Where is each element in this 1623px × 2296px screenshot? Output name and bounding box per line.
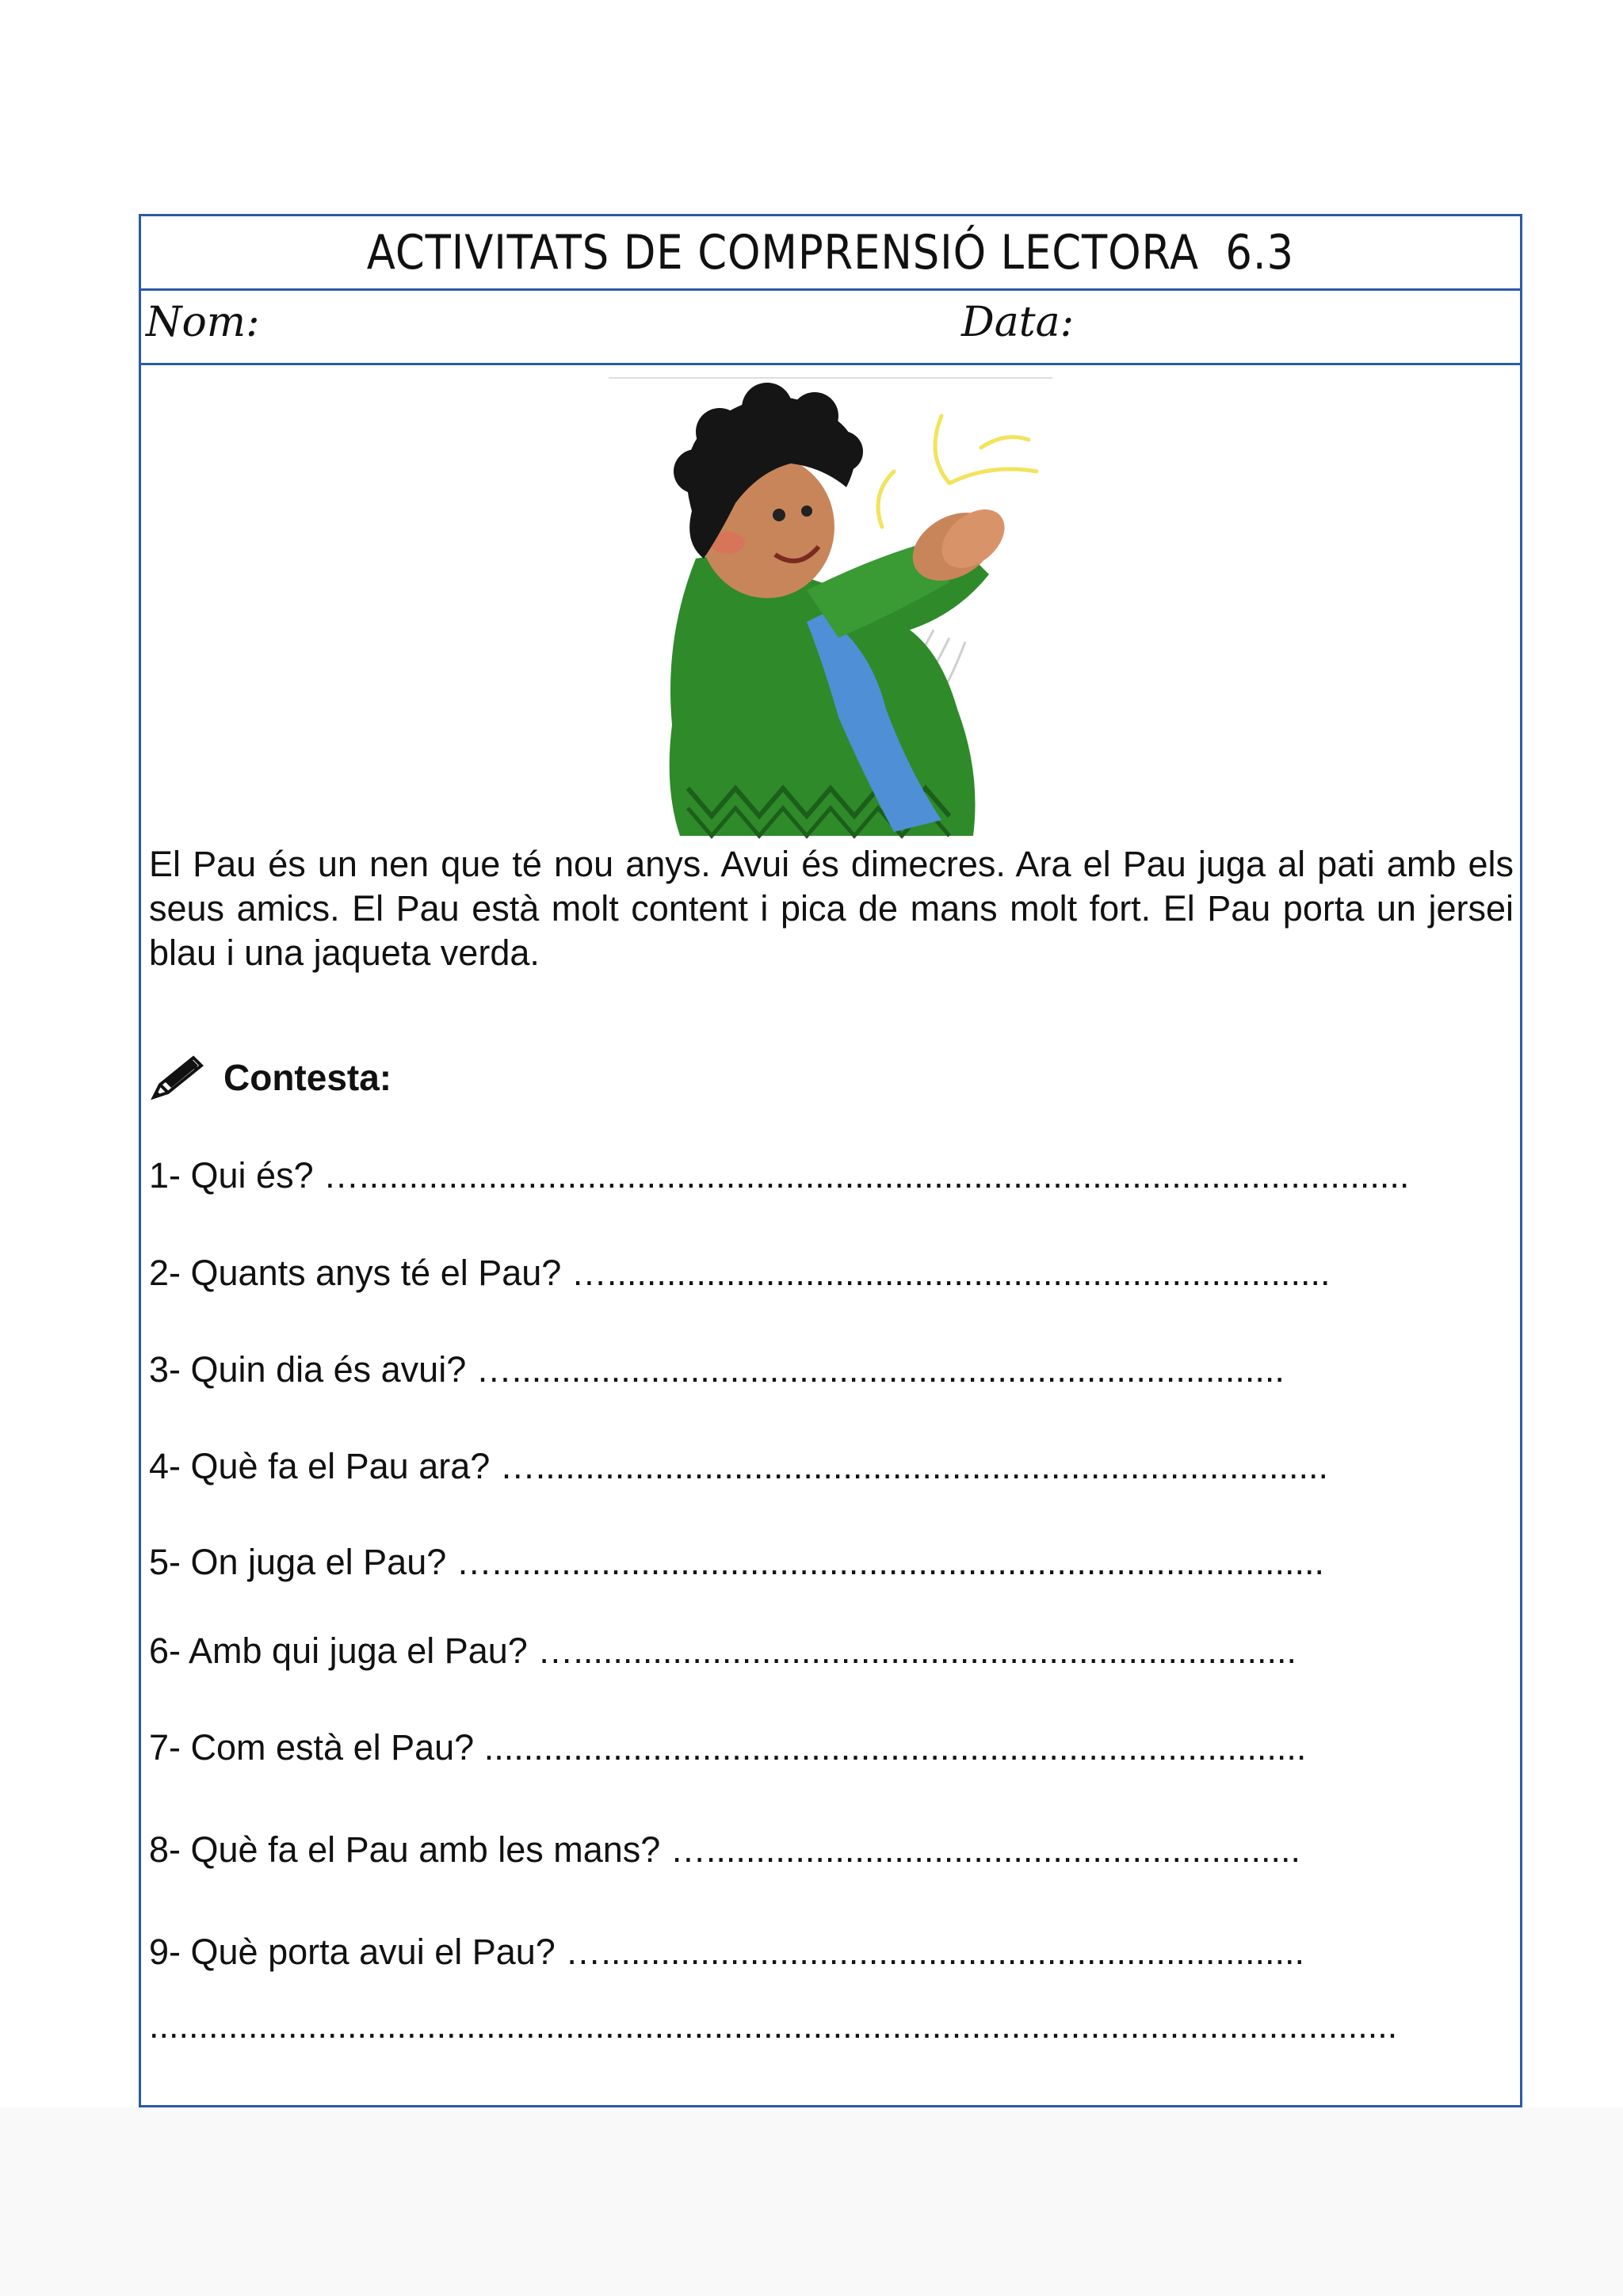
name-field-label[interactable]: Nom: xyxy=(146,299,260,346)
instructions-heading xyxy=(149,1050,391,1105)
question-6[interactable]: 6- Amb qui juga el Pau? …......................................................................... xyxy=(149,1630,1296,1671)
question-1[interactable]: 1- Qui és? ….......................................................................................................... xyxy=(149,1155,1410,1196)
reading-passage: El Pau és un nen que té nou anys. Avui és dimecres. Ara el Pau juga al pati amb els seus amics. El Pau està molt content i pica de mans molt fort. El Pau porta un jersei blau i una jaqueta verda. xyxy=(149,844,1514,973)
answer-continuation-line[interactable]: .............................................................................................................................. xyxy=(149,2005,1398,2046)
worksheet xyxy=(139,214,1522,2107)
title-row xyxy=(141,216,1520,291)
page-bottom-margin xyxy=(0,2107,1623,2296)
question-5[interactable]: 5- On juga el Pau? ….................................................................................... xyxy=(149,1542,1324,1582)
question-9[interactable]: 9- Què porta avui el Pau? …....................................................................... xyxy=(149,1932,1304,1972)
question-4[interactable]: 4- Què fa el Pau ara? …................................................................................ xyxy=(149,1446,1328,1486)
question-8[interactable]: 8- Què fa el Pau amb les mans? …............................................................ xyxy=(149,1829,1300,1870)
eye xyxy=(773,509,785,521)
date-field-label[interactable]: Data: xyxy=(961,299,1075,346)
worksheet-title xyxy=(367,225,1294,280)
question-3[interactable]: 3- Quin dia és avui? ….............................................................................. xyxy=(149,1349,1285,1390)
instructions-label: Contesta: xyxy=(223,1057,392,1098)
question-7[interactable]: 7- Com està el Pau? ................................................................................... xyxy=(149,1727,1307,1768)
title-number: 6.3 xyxy=(1225,224,1295,280)
pencil-icon xyxy=(149,1053,206,1102)
title-text: ACTIVITATS DE COMPRENSIÓ LECTORA xyxy=(366,224,1200,280)
question-2[interactable]: 2- Quants anys té el Pau? …......................................................................... xyxy=(149,1253,1331,1293)
boy-clapping-illustration xyxy=(609,376,1052,844)
name-date-row xyxy=(141,291,1520,365)
